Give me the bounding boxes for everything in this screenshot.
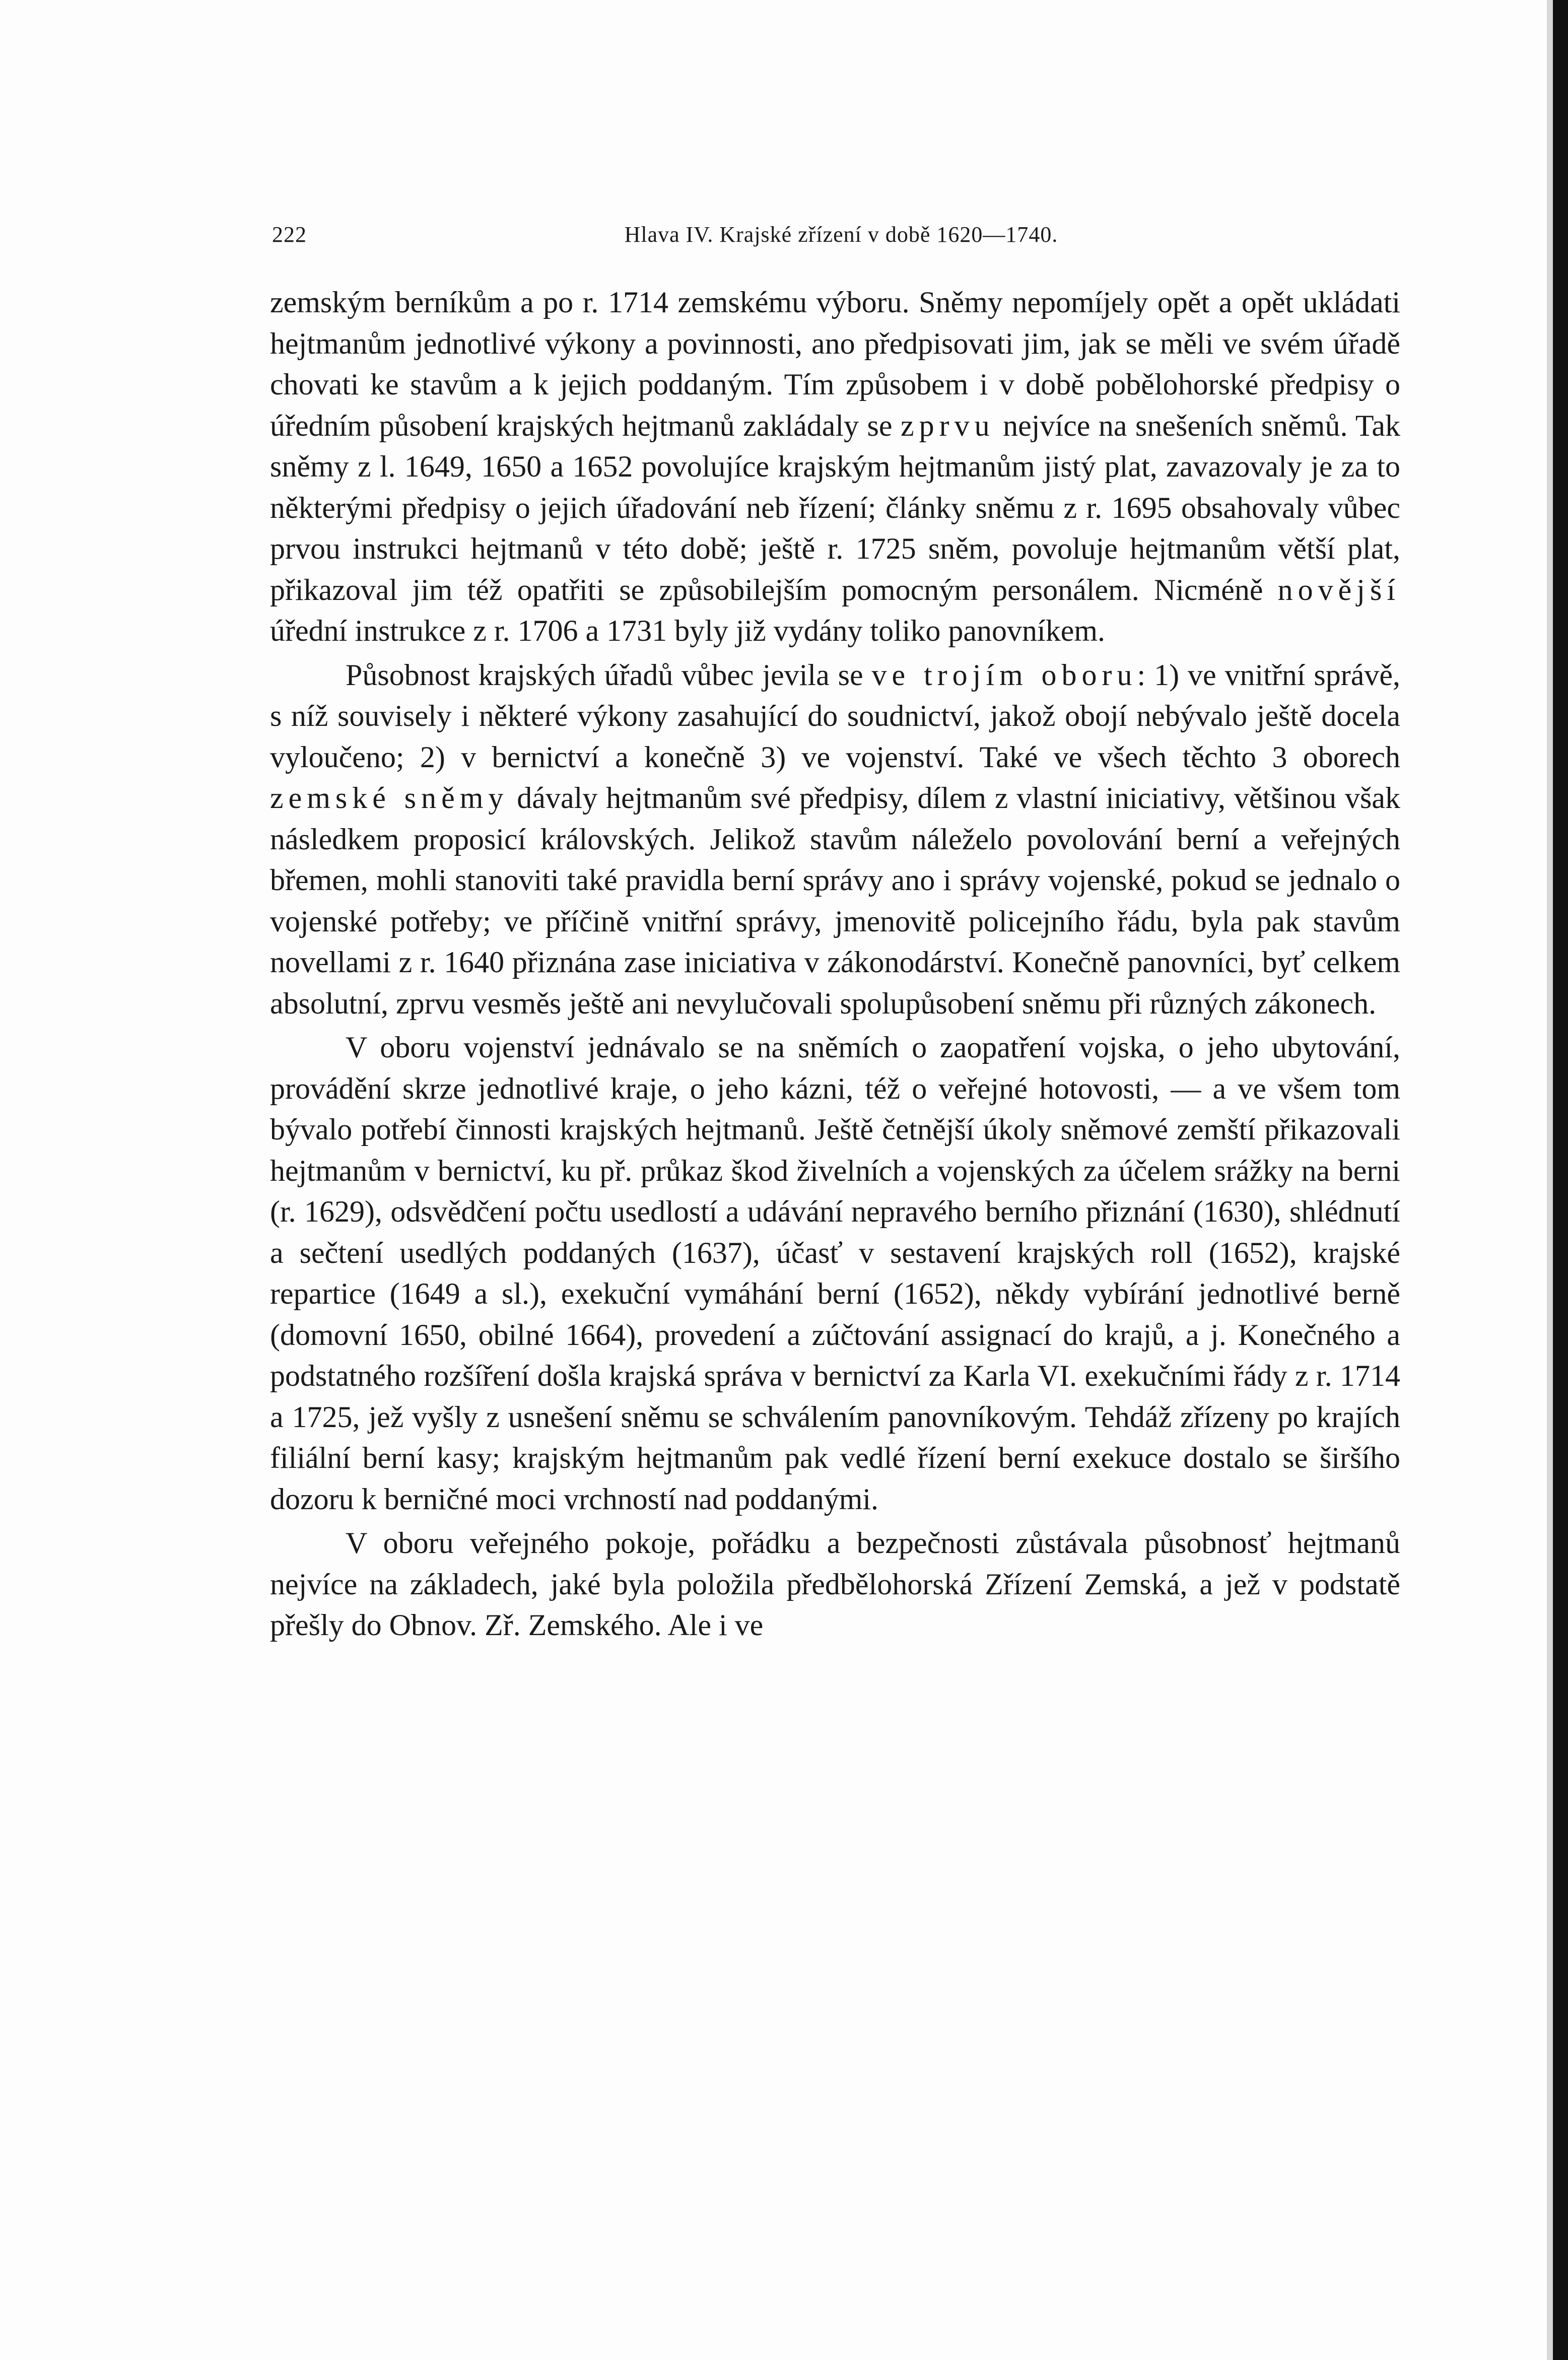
running-header bbox=[272, 222, 1410, 257]
emphasis-text: zemské sněmy bbox=[270, 781, 509, 815]
paragraph-2 bbox=[270, 655, 1400, 1025]
running-title: Hlava IV. Krajské zřízení v době 1620—1740. bbox=[624, 222, 1058, 247]
paragraph-1 bbox=[270, 282, 1400, 652]
text-run: Působnost krajských úřadů vůbec jevila se bbox=[346, 658, 872, 692]
text-run: : 1) ve vnitřní správě, s níž souvisely i některé výkony zasahující do soudnictví, jakož obojí nebývalo ještě docela vyloučeno; 2) v bernictví a konečně 3) ve vojenství. Také ve všech těchto 3 oborech bbox=[270, 658, 1400, 774]
emphasis-text: novější bbox=[1277, 573, 1400, 606]
paragraph-4 bbox=[270, 1523, 1400, 1646]
body-text bbox=[270, 282, 1400, 1649]
emphasis-text: zprvu bbox=[901, 409, 995, 442]
text-run: V oboru veřejného pokoje, pořádku a bezpečnosti zůstávala působnosť hejtmanů nejvíce na základech, jaké byla položila předbělohorská Zřízení Zemská, a jež v podstatě přešly do Obnov. Zř. Zemského. Ale i ve bbox=[270, 1526, 1400, 1642]
text-run: nejvíce na snešeních sněmů. Tak sněmy z l. 1649, 1650 a 1652 povolujíce krajským hejtmanům jistý plat, zavazovaly je za to některými předpisy o jejich úřadování neb řízení; články sněmu z r. 1695 obsahovaly vůbec prvou instrukci hejtmanů v této době; ještě r. 1725 sněm, povoluje hejtmanům větší plat, přikazoval jim též opatřiti se způsobilejším pomocným personálem. Nicméně bbox=[270, 409, 1400, 606]
text-run: V oboru vojenství jednávalo se na sněmích o zaopatření vojska, o jeho ubytování, provádění skrze jednotlivé kraje, o jeho kázni, též o veřejné hotovosti, — a ve všem tom bývalo potřebí činnosti krajských hejtmanů. Ještě četnější úkoly sněmové zemští přikazovali hejtmanům v bernictví, ku př. průkaz škod živelních a vojenských za účelem srážky na berni (r. 1629), odsvědčení počtu usedlostí a udávání nepravého berního přiznání (1630), shlédnutí a sečtení usedlých poddaných (1637), účasť v sestavení krajských roll (1652), krajské repartice (1649 a sl.), exekuční vymáhání berní (1652), někdy vybírání jednotlivé berně (domovní 1650, obilné 1664), provedení a zúčtování assignací do krajů, a j. Konečného a podstatného rozšíření došla krajská správa v bernictví za Karla VI. exekučními řády z r. 1714 a 1725, jež vyšly z usnešení sněmu se schválením panovníkovým. Tehdáž zřízeny po krajích filiální berní kasy; krajským hejtmanům pak vedlé řízení berní exekuce dostalo se širšího dozoru k berničné moci vrchností nad poddanými. bbox=[270, 1031, 1400, 1516]
text-run: zemským berníkům a po r. 1714 zemskému výboru. Sněmy nepomíjely opět a opět ukládati hejtmanům jednotlivé výkony a povinnosti, ano předpisovati jim, jak se měli ve svém úřadě chovati ke stavům a k jejich poddaným. Tím způsobem i v době pobělohorské předpisy o úředním působení krajských hejtmanů zakládaly se bbox=[270, 286, 1400, 442]
paragraph-3 bbox=[270, 1027, 1400, 1520]
scan-edge-shadow bbox=[1547, 0, 1553, 2360]
scan-edge bbox=[1553, 0, 1568, 2360]
text-run: dávaly hejtmanům své předpisy, dílem z vlastní iniciativy, většinou však následkem proposicí královských. Jelikož stavům náleželo povolování berní a veřejných břemen, mohli stanoviti také pravidla berní správy ano i správy vojenské, pokud se jednalo o vojenské potřeby; ve příčině vnitřní správy, jmenovitě policejního řádu, byla pak stavům novellami z r. 1640 přiznána zase iniciativa v zákonodárství. Konečně panovníci, byť celkem absolutní, zprvu vesměs ještě ani nevylučovali spolupůsobení sněmu při různých zákonech. bbox=[270, 781, 1400, 1020]
page-number: 222 bbox=[272, 222, 307, 247]
emphasis-text: ve trojím oboru bbox=[871, 658, 1137, 692]
text-run: úřední instrukce z r. 1706 a 1731 byly již vydány toliko panovníkem. bbox=[270, 614, 1106, 647]
